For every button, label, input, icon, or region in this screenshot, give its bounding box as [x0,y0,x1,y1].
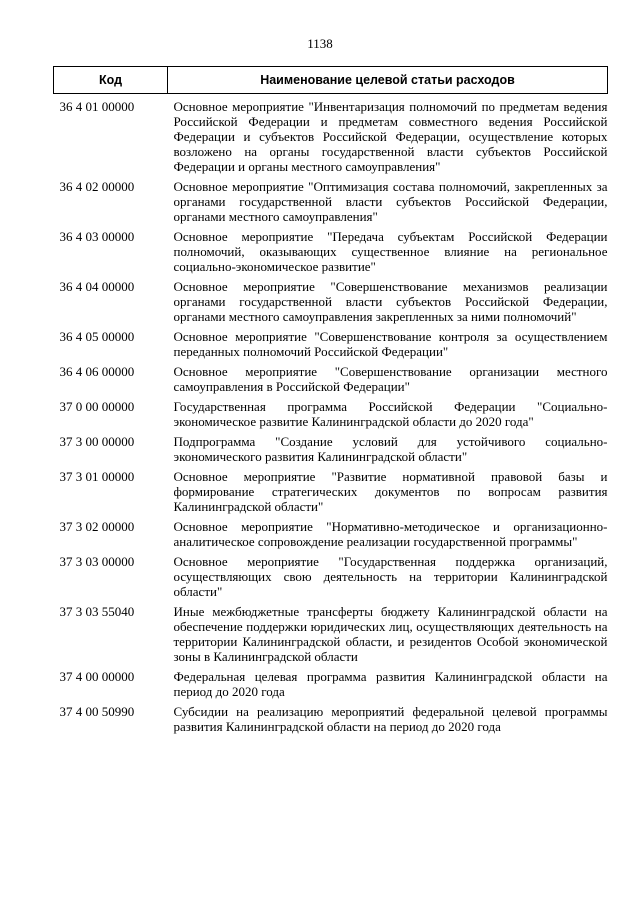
row-code: 37 3 03 00000 [59,554,135,569]
table-row [54,669,608,704]
table-header-row [54,67,608,94]
row-name: Иные межбюджетные трансферты бюджету Калининградской области на обеспечение поддержки юридических лиц, осуществляющих деятельность на территории Калининградской области, и резидентов Особой экономической зоны в Калининградской области [173,604,608,664]
row-code: 37 3 02 00000 [59,519,135,534]
row-code: 36 4 03 00000 [59,229,135,244]
row-code: 36 4 02 00000 [59,179,135,194]
row-name: Основное мероприятие "Государственная поддержка организаций, осуществляющих свою деятельность на территории Калининградской области" [173,554,608,599]
row-code: 37 4 00 00000 [59,669,135,684]
table-row [54,554,608,604]
column-header-code: Код [54,67,168,94]
table-row [54,704,608,739]
budget-items-table [53,66,608,739]
table-row [54,179,608,229]
row-name: Основное мероприятие "Развитие нормативной правовой базы и формирование стратегических документов по вопросам развития Калининградской области" [173,469,608,514]
row-code: 36 4 01 00000 [59,99,135,114]
row-code: 37 3 01 00000 [59,469,135,484]
row-name: Основное мероприятие "Нормативно-методическое и организационно-аналитическое сопровождение реализации государственной программы" [173,519,608,549]
row-name: Основное мероприятие "Оптимизация состава полномочий, закрепленных за органами государственной власти субъектов Российской Федерации, органами местного самоуправления" [173,179,608,224]
row-name: Федеральная целевая программа развития Калининградской области на период до 2020 года [173,669,608,699]
table-row [54,519,608,554]
row-code: 36 4 05 00000 [59,329,135,344]
row-code: 37 3 03 55040 [59,604,135,619]
table-row [54,364,608,399]
row-name: Основное мероприятие "Совершенствование организации местного самоуправления в Российской Федерации" [173,364,608,394]
row-code: 36 4 06 00000 [59,364,135,379]
row-name: Подпрограмма "Создание условий для устойчивого социально-экономического развития Калининградской области" [173,434,608,464]
row-name: Основное мероприятие "Передача субъектам Российской Федерации полномочий, оказывающих существенное влияние на региональное социально-экономическое развитие" [173,229,608,274]
row-code: 37 3 00 00000 [59,434,135,449]
column-header-name: Наименование целевой статьи расходов [168,67,608,94]
table-row [54,329,608,364]
table-row [54,229,608,279]
row-name: Основное мероприятие "Инвентаризация полномочий по предметам ведения Российской Федерации и предметам совместного ведения Российской Федерации и субъектов Российской Федерации, осуществление которых возложено на органы государственной власти субъектов Российской Федерации и органы местного самоуправления" [173,99,608,174]
row-name: Субсидии на реализацию мероприятий федеральной целевой программы развития Калининградской области на период до 2020 года [173,704,608,734]
row-code: 36 4 04 00000 [59,279,135,294]
table-row [54,604,608,669]
row-code: 37 0 00 00000 [59,399,135,414]
row-name: Государственная программа Российской Федерации "Социально-экономическое развитие Калининградской области до 2020 года" [173,399,608,429]
table-row [54,279,608,329]
table-row [54,94,608,180]
table-row [54,469,608,519]
row-name: Основное мероприятие "Совершенствование контроля за осуществлением переданных полномочий Российской Федерации" [173,329,608,359]
row-name: Основное мероприятие "Совершенствование механизмов реализации органами государственной власти субъектов Российской Федерации, органами местного самоуправления закрепленных за ними полномочий" [173,279,608,324]
row-code: 37 4 00 50990 [59,704,135,719]
table-row [54,399,608,434]
page-number: 1138 [307,36,333,51]
table-row [54,434,608,469]
